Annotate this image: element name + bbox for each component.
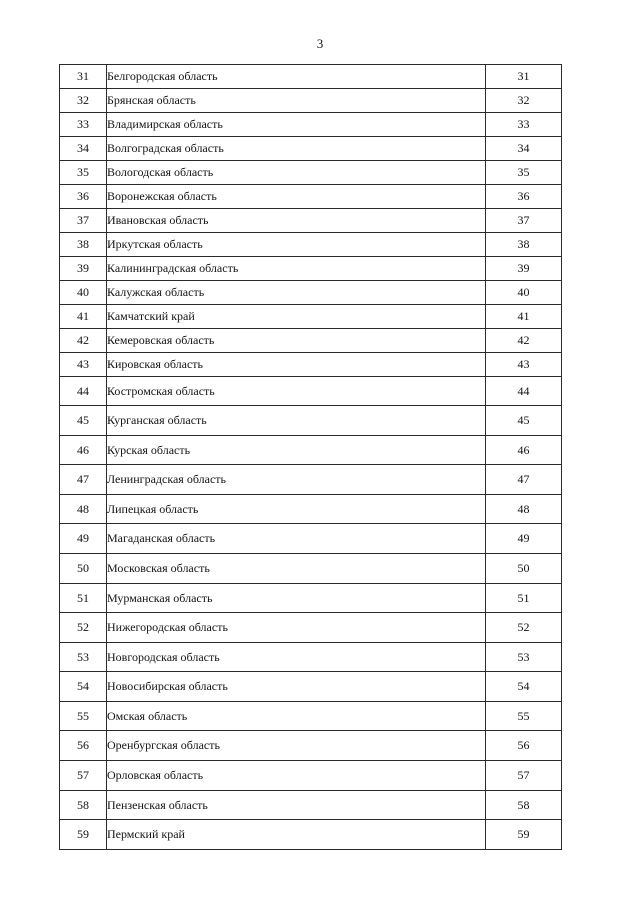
row-number: 31 bbox=[60, 65, 107, 89]
row-number: 37 bbox=[60, 209, 107, 233]
table-row bbox=[60, 329, 562, 353]
region-name: Новосибирская область bbox=[107, 672, 486, 702]
row-number: 52 bbox=[60, 613, 107, 643]
table-row bbox=[60, 495, 562, 524]
region-code: 50 bbox=[486, 554, 562, 584]
region-name: Ивановская область bbox=[107, 209, 486, 233]
table-row bbox=[60, 233, 562, 257]
region-code: 46 bbox=[486, 436, 562, 465]
region-name: Камчатский край bbox=[107, 305, 486, 329]
region-code: 58 bbox=[486, 791, 562, 820]
region-name: Нижегородская область bbox=[107, 613, 486, 643]
row-number: 45 bbox=[60, 406, 107, 436]
region-code: 33 bbox=[486, 113, 562, 137]
region-name: Пензенская область bbox=[107, 791, 486, 820]
table-row bbox=[60, 281, 562, 305]
table-row bbox=[60, 257, 562, 281]
region-code: 34 bbox=[486, 137, 562, 161]
region-code: 52 bbox=[486, 613, 562, 643]
regions-table bbox=[59, 64, 562, 850]
region-code: 41 bbox=[486, 305, 562, 329]
region-name: Курганская область bbox=[107, 406, 486, 436]
region-code: 48 bbox=[486, 495, 562, 524]
region-name: Магаданская область bbox=[107, 524, 486, 554]
region-code: 57 bbox=[486, 761, 562, 791]
region-code: 47 bbox=[486, 465, 562, 495]
row-number: 33 bbox=[60, 113, 107, 137]
region-code: 39 bbox=[486, 257, 562, 281]
table-row bbox=[60, 702, 562, 731]
table-row bbox=[60, 791, 562, 820]
region-name: Оренбургская область bbox=[107, 731, 486, 761]
row-number: 32 bbox=[60, 89, 107, 113]
region-code: 42 bbox=[486, 329, 562, 353]
table-row bbox=[60, 643, 562, 672]
table-row bbox=[60, 137, 562, 161]
table-row bbox=[60, 672, 562, 702]
row-number: 47 bbox=[60, 465, 107, 495]
row-number: 50 bbox=[60, 554, 107, 584]
row-number: 36 bbox=[60, 185, 107, 209]
region-name: Калужская область bbox=[107, 281, 486, 305]
region-code: 32 bbox=[486, 89, 562, 113]
row-number: 41 bbox=[60, 305, 107, 329]
table-row bbox=[60, 436, 562, 465]
region-name: Орловская область bbox=[107, 761, 486, 791]
row-number: 51 bbox=[60, 584, 107, 613]
table-row bbox=[60, 406, 562, 436]
table-row bbox=[60, 161, 562, 185]
region-name: Мурманская область bbox=[107, 584, 486, 613]
table-row bbox=[60, 305, 562, 329]
region-name: Кемеровская область bbox=[107, 329, 486, 353]
region-name: Кировская область bbox=[107, 353, 486, 377]
table-row bbox=[60, 820, 562, 850]
region-code: 45 bbox=[486, 406, 562, 436]
table-row bbox=[60, 524, 562, 554]
region-code: 44 bbox=[486, 377, 562, 406]
region-code: 53 bbox=[486, 643, 562, 672]
row-number: 46 bbox=[60, 436, 107, 465]
region-code: 43 bbox=[486, 353, 562, 377]
row-number: 44 bbox=[60, 377, 107, 406]
region-code: 49 bbox=[486, 524, 562, 554]
region-code: 38 bbox=[486, 233, 562, 257]
row-number: 34 bbox=[60, 137, 107, 161]
row-number: 53 bbox=[60, 643, 107, 672]
region-code: 56 bbox=[486, 731, 562, 761]
region-name: Московская область bbox=[107, 554, 486, 584]
region-name: Иркутская область bbox=[107, 233, 486, 257]
table-row bbox=[60, 209, 562, 233]
table-row bbox=[60, 554, 562, 584]
region-name: Калининградская область bbox=[107, 257, 486, 281]
row-number: 38 bbox=[60, 233, 107, 257]
row-number: 39 bbox=[60, 257, 107, 281]
row-number: 42 bbox=[60, 329, 107, 353]
region-name: Вологодская область bbox=[107, 161, 486, 185]
region-code: 37 bbox=[486, 209, 562, 233]
region-name: Белгородская область bbox=[107, 65, 486, 89]
row-number: 57 bbox=[60, 761, 107, 791]
row-number: 48 bbox=[60, 495, 107, 524]
table-row bbox=[60, 584, 562, 613]
table-row bbox=[60, 465, 562, 495]
region-code: 54 bbox=[486, 672, 562, 702]
row-number: 35 bbox=[60, 161, 107, 185]
table-row bbox=[60, 65, 562, 89]
row-number: 43 bbox=[60, 353, 107, 377]
region-name: Воронежская область bbox=[107, 185, 486, 209]
region-name: Волгоградская область bbox=[107, 137, 486, 161]
region-code: 36 bbox=[486, 185, 562, 209]
region-name: Новгородская область bbox=[107, 643, 486, 672]
table-row bbox=[60, 613, 562, 643]
region-name: Брянская область bbox=[107, 89, 486, 113]
table-row bbox=[60, 89, 562, 113]
region-name: Пермский край bbox=[107, 820, 486, 850]
row-number: 49 bbox=[60, 524, 107, 554]
table-row bbox=[60, 353, 562, 377]
region-name: Ленинградская область bbox=[107, 465, 486, 495]
region-code: 35 bbox=[486, 161, 562, 185]
region-name: Владимирская область bbox=[107, 113, 486, 137]
row-number: 58 bbox=[60, 791, 107, 820]
table-row bbox=[60, 185, 562, 209]
table-row bbox=[60, 377, 562, 406]
region-code: 31 bbox=[486, 65, 562, 89]
region-name: Омская область bbox=[107, 702, 486, 731]
region-code: 55 bbox=[486, 702, 562, 731]
row-number: 54 bbox=[60, 672, 107, 702]
table-row bbox=[60, 113, 562, 137]
page-number: 3 bbox=[316, 36, 324, 51]
region-code: 59 bbox=[486, 820, 562, 850]
region-code: 40 bbox=[486, 281, 562, 305]
row-number: 59 bbox=[60, 820, 107, 850]
table-row bbox=[60, 731, 562, 761]
region-name: Костромская область bbox=[107, 377, 486, 406]
row-number: 55 bbox=[60, 702, 107, 731]
row-number: 40 bbox=[60, 281, 107, 305]
region-name: Курская область bbox=[107, 436, 486, 465]
region-code: 51 bbox=[486, 584, 562, 613]
row-number: 56 bbox=[60, 731, 107, 761]
table-row bbox=[60, 761, 562, 791]
region-name: Липецкая область bbox=[107, 495, 486, 524]
